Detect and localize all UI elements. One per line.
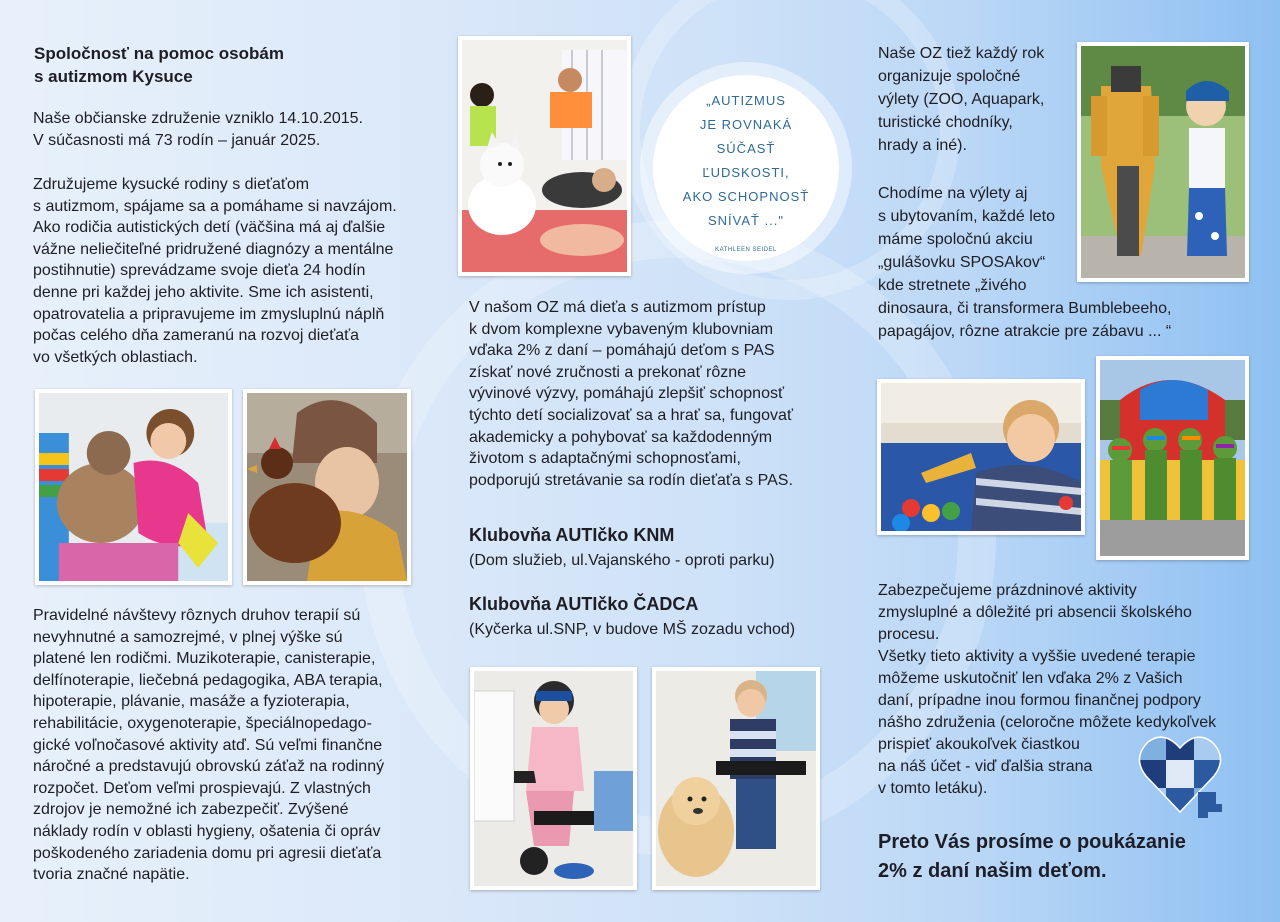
trips-summer-text: Chodíme na výlety aj s ubytovaním, každé leto máme spoločnú akciu „gulášovku SPOSAkov“ kde stretnete „živého dinosaura, či transformera Bumblebeeho, papagájov, rôzne atrakcie pre zábavu ... “ <box>878 185 1172 340</box>
therapies-text: Pravidelné návštevy rôznych druhov terapií sú nevyhnutné a samozrejmé, v plnej výške sú platené len rodičmi. Muzikoterapie, canisterapie, delfínoterapie, liečebná pedagogika, ABA terapia, hipoterapie, plávanie, masáže a fyzioterapia, rehabilitácie, oxygenoterapie, špeciálnopedago- gické voľnočasové aktivity atď. Sú veľmi finančne náročné a predstavujú obrovskú záťaž na rodinný rozpočet. Deťom veľmi prospievajú. Z vlastných zdrojov je nemožné ich zabezpečiť. Zvýšené náklady rodín v oblasti hygieny, ošatenia či opráv poškodeného zariadenia domu pri agresii dieťaťa tvoria značné napätie. <box>33 607 385 884</box>
photo-therapy-room-dog <box>458 36 631 276</box>
puzzle-heart-icon <box>1138 732 1222 818</box>
quote-author: KATHLEEN SEIDEL <box>715 247 777 253</box>
activities-text: Zabezpečujeme prázdninové aktivity zmysluplné a dôležité pri absencii školského procesu. Všetky tieto aktivity a vyššie uvedené terapie môžeme uskutočniť len vďaka 2% z Vašich daní, prípadne inou formou finančnej podpory nášho združenia (celoročne môžete kedykoľvek prispieť akoukoľvek čiastkou na náš účet - viď ďalšia strana v tomto letáku). <box>878 582 1217 797</box>
photo-boy-with-dog-bike <box>652 667 820 890</box>
photo-boy-ball-pit <box>877 379 1085 535</box>
photo-girl-with-dog <box>35 389 232 585</box>
clubs-intro-text: V našom OZ má dieťa s autizmom prístup k dvom komplexne vybaveným klubovniam vďaka 2% z daní – pomáhajú deťom s PAS získať nové zručnosti a prekonať rôzne vývinové výzvy, pomáhajú zlepšiť schopnosť týchto detí socializovať sa a hrať sa, fungovať akademicky a pohybovať sa každodenným životom s adaptačnými schopnosťami, podporujú stretávanie sa rodín dieťaťa s PAS. <box>469 299 793 489</box>
club-cadca-title: Klubovňa AUTIčko ČADCA <box>469 594 699 614</box>
intro-text: Naše občianske združenie vzniklo 14.10.2015. V súčasnosti má 73 rodín – január 2025. <box>33 110 363 149</box>
photo-girl-with-hen <box>243 389 411 585</box>
photo-girl-therapy-bike <box>470 667 637 890</box>
club-knm-title: Klubovňa AUTIčko KNM <box>469 525 675 545</box>
photo-ninja-turtles <box>1096 356 1249 560</box>
about-text: Združujeme kysucké rodiny s dieťaťom s autizmom, spájame sa a pomáhame si navzájom. Ako rodičia autistických detí (väčšina má aj ďalšie vážne neliečiteľné pridružené diagnózy a mentálne postihnutie) sprevádzame svoje dieťa 24 hodín denne pri každej jeho aktivite. Sme ich asistenti, opatrovatelia a pripravujeme im zmysluplnú náplň počas celého dňa zameranú na rozvoj dieťaťa vo všetkých oblastiach. <box>33 176 397 366</box>
club-cadca-address: (Kyčerka ul.SNP, v budove MŠ zozadu vchod) <box>469 621 796 638</box>
trips-text: Naše OZ tiež každý rok organizuje spoločné výlety (ZOO, Aquapark, turistické chodníky, hrady a iné). <box>878 45 1045 154</box>
quote-circle <box>640 62 852 274</box>
quote-text: „AUTIZMUS JE ROVNAKÁ SÚČASŤ ĽUDSKOSTI, AKO SCHOPNOSŤ SNÍVAŤ ..." <box>682 93 810 228</box>
org-title: Spoločnosť na pomoc osobám s autizmom Kysuce <box>34 44 284 86</box>
closing-appeal: Preto Vás prosíme o poukázanie 2% z daní našim deťom. <box>878 831 1186 882</box>
quote-card <box>653 75 839 261</box>
club-knm-address: (Dom služieb, ul.Vajanského - oproti parku) <box>469 552 775 569</box>
